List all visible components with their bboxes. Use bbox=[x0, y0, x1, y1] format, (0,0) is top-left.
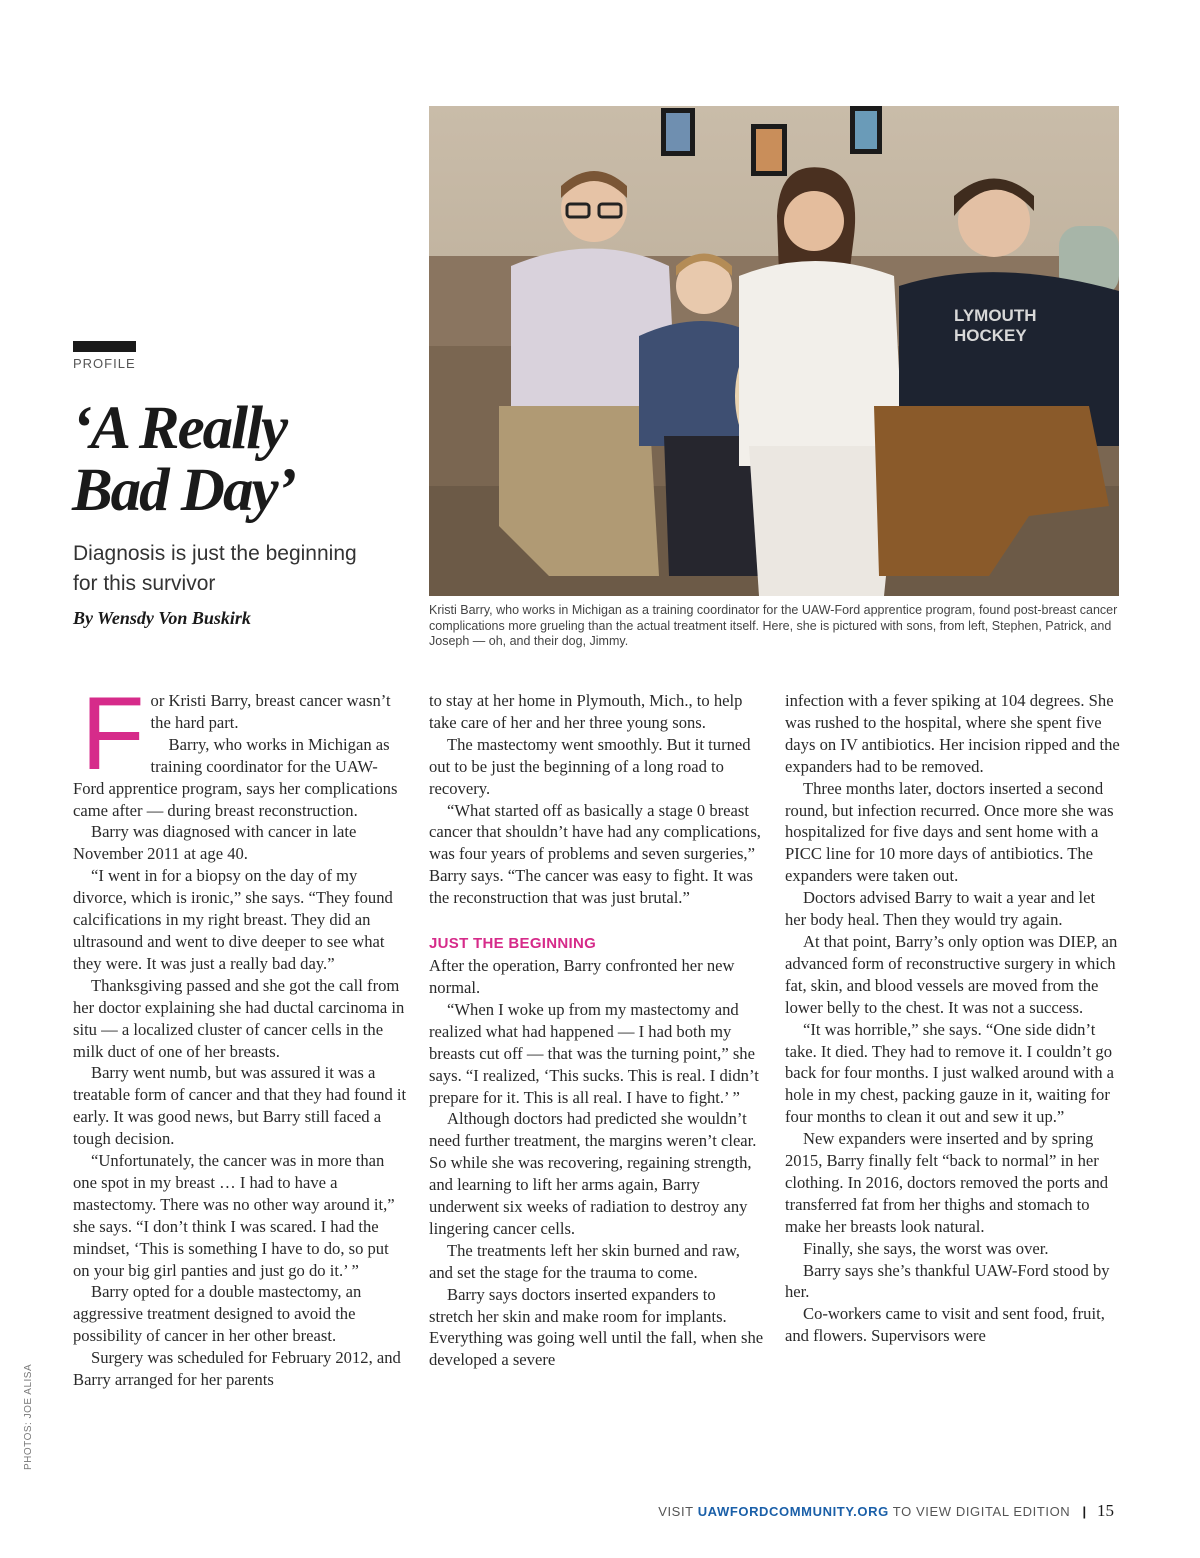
paragraph: “When I woke up from my mastectomy and realized what had happened — I had both my breasts cut off — that was the turning point,” she says. “I realized, ‘This sucks. This is real. I didn’t prepare for it. This is all real. I have to fight.’ ” bbox=[429, 999, 759, 1107]
paragraph: Barry went numb, but was assured it was a treatable form of cancer and that they had found it early. It was good news, but Barry still faced a tough decision. bbox=[73, 1063, 407, 1149]
paragraph: The treatments left her skin burned and raw, and set the stage for the trauma to come. bbox=[429, 1240, 740, 1282]
headline-line-1: ‘A Really bbox=[72, 395, 287, 462]
deck bbox=[73, 539, 403, 599]
paragraph: Barry says doctors inserted expanders to stretch her skin and make room for implants. Everything was going well until the fall, when she developed a severe bbox=[429, 1284, 764, 1370]
paragraph: For Kristi Barry, breast cancer wasn’t the hard part. bbox=[81, 676, 391, 792]
body-column-2 bbox=[429, 690, 764, 1371]
family-photo bbox=[429, 106, 1119, 596]
byline: By Wensdy Von Buskirk bbox=[73, 608, 251, 628]
body-column-3 bbox=[785, 690, 1120, 1347]
svg-text:HOCKEY: HOCKEY bbox=[954, 326, 1027, 345]
paragraph: to stay at her home in Plymouth, Mich., to help take care of her and her three young sons. bbox=[429, 691, 743, 732]
paragraph: At that point, Barry’s only option was DIEP, an advanced form of reconstructive surgery in which fat, skin, and blood vessels are moved from the lower belly to the chest. It was not a success. bbox=[785, 931, 1118, 1017]
photo-caption: Kristi Barry, who works in Michigan as a training coordinator for the UAW-Ford apprentice program, found post-breast cancer complications more grueling than the actual treatment itself. Here, she is pictured with sons, from left, Stephen, Patrick, and Joseph — oh, and their dog, Jimmy. bbox=[429, 603, 1118, 648]
paragraph: Thanksgiving passed and she got the call from her doctor explaining she had ductal carcinoma in situ — a localized cluster of cancer cells in the milk duct of one of her breasts. bbox=[73, 975, 405, 1061]
deck-line-1: Diagnosis is just the beginning bbox=[73, 542, 357, 565]
footer-visit: VISIT bbox=[658, 1504, 694, 1519]
paragraph: infection with a fever spiking at 104 degrees. She was rushed to the hospital, where she spent five days on IV antibiotics. Her incision ripped and the expanders had to be removed. bbox=[785, 691, 1120, 776]
paragraph: “It was horrible,” she says. “One side didn’t take. It died. They had to remove it. I couldn’t go back for four months. I just walked around with a hole in my chest, packing gauze in it, waiting for four months to clean it out and sew it up.” bbox=[785, 1019, 1115, 1127]
deck-line-2: for this survivor bbox=[73, 572, 216, 595]
paragraph: “Unfortunately, the cancer was in more than one spot in my breast … I had to have a mastectomy. There was no other way around it,” she says. “I don’t think I was scared. I had the mindset, ‘This is something I have to do, so put on your big girl panties and just go do it.’ ” bbox=[73, 1151, 395, 1280]
paragraph: Barry opted for a double mastectomy, an aggressive treatment designed to avoid the possibility of cancer in her other breast. bbox=[73, 1282, 362, 1346]
drop-cap: F bbox=[81, 676, 145, 792]
paragraph: Barry was diagnosed with cancer in late November 2011 at age 40. bbox=[73, 822, 357, 864]
body-column-1 bbox=[73, 676, 408, 1391]
paragraph: Barry says she’s thankful UAW-Ford stood by her. bbox=[785, 1260, 1110, 1302]
photo-credit: PHOTOS: JOE ALISA bbox=[23, 1363, 34, 1470]
footer-url-link[interactable]: UAWFORDCOMMUNITY.ORG bbox=[697, 1504, 889, 1519]
paragraph: New expanders were inserted and by spring 2015, Barry finally felt “back to normal” in her clothing. In 2016, doctors removed the ports and transferred fat from her thighs and stomach to make her breasts look natural. bbox=[785, 1129, 1109, 1236]
page-number: 15 bbox=[1097, 1501, 1114, 1520]
paragraph: Surgery was scheduled for February 2012, and Barry arranged for her parents bbox=[73, 1348, 401, 1390]
paragraph: The mastectomy went smoothly. But it turned out to be just the beginning of a long road to recovery. bbox=[429, 734, 751, 798]
footer-text: TO VIEW DIGITAL EDITION bbox=[892, 1504, 1071, 1519]
paragraph: Co-workers came to visit and sent food, fruit, and flowers. Supervisors were bbox=[785, 1304, 1105, 1346]
paragraph: “I went in for a biopsy on the day of my divorce, which is ironic,” she says. “They found calcifications in my right breast. They did an ultrasound and went to dive deeper to see what they were. It was just a really bad day.” bbox=[73, 866, 393, 973]
headline-line-2: Bad Day’ bbox=[72, 457, 295, 524]
section-bar bbox=[73, 341, 136, 352]
subhead: JUST THE BEGINNING bbox=[429, 935, 597, 953]
section-label: PROFILE bbox=[73, 356, 136, 371]
paragraph: Although doctors had predicted she wouldn’t need further treatment, the margins weren’t clear. So while she was recovering, regaining strength, and learning to lift her arms again, Barry underwent six weeks of radiation to destroy any lingering cancer cells. bbox=[429, 1109, 757, 1238]
paragraph: “What started off as basically a stage 0 breast cancer that shouldn’t have had any complications, was four years of problems and seven surgeries,” Barry says. “The cancer was easy to fight. It was the reconstruction that was just brutal.” bbox=[429, 800, 761, 908]
paragraph: After the operation, Barry confronted her new normal. bbox=[429, 956, 735, 997]
paragraph: Three months later, doctors inserted a second round, but infection recurred. Once more she was hospitalized for five days and sent home with a PICC line for 10 more days of antibiotics. The expanders were taken out. bbox=[785, 778, 1114, 886]
paragraph: Barry, who works in Michigan as training coordinator for the UAW-Ford apprentice program, says her complications came after — during breast reconstruction. bbox=[73, 734, 398, 820]
page-footer bbox=[658, 1501, 1114, 1521]
paragraph: Doctors advised Barry to wait a year and let her body heal. Then they would try again. bbox=[785, 888, 1096, 930]
svg-text:LYMOUTH: LYMOUTH bbox=[954, 306, 1037, 325]
paragraph: Finally, she says, the worst was over. bbox=[803, 1238, 1049, 1258]
headline bbox=[72, 395, 392, 524]
footer-divider: | bbox=[1082, 1504, 1087, 1519]
